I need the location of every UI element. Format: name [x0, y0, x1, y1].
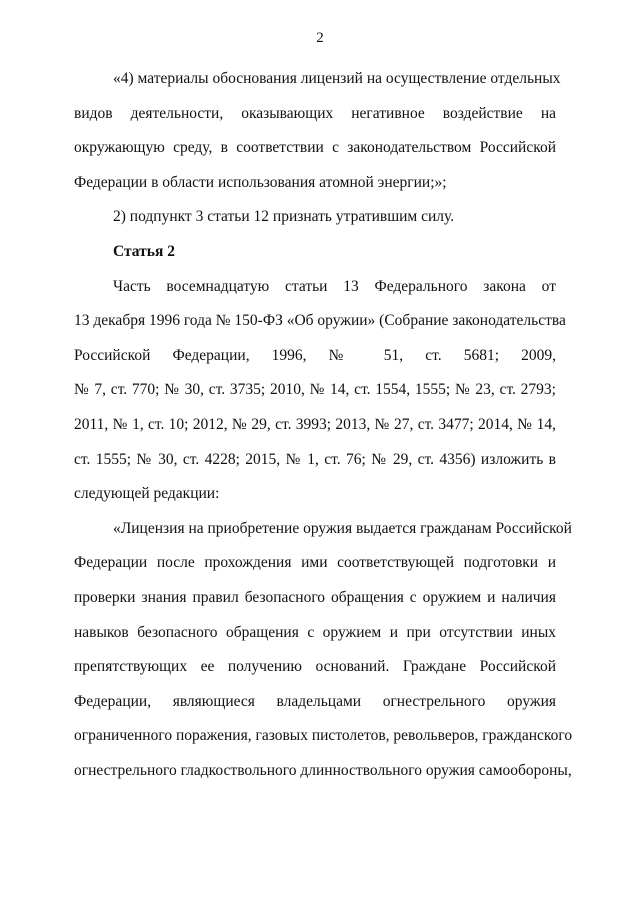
text-line: навыков безопасного обращения с оружием и при отсутствии иных	[74, 623, 556, 641]
text-line: Федерации, являющиеся владельцами огнестрельного оружия	[74, 692, 556, 710]
text-line: ст. 1555; № 30, ст. 4228; 2015, № 1, ст. 76; № 29, ст. 4356) изложить в	[74, 450, 556, 468]
text-line: «Лицензия на приобретение оружия выдается гражданам Российской	[113, 519, 572, 537]
text-line: препятствующих ее получению оснований. Граждане Российской	[74, 658, 556, 676]
article-heading: Статья 2	[113, 242, 175, 260]
text-line: № 7, ст. 770; № 30, ст. 3735; 2010, № 14, ст. 1554, 1555; № 23, ст. 2793;	[74, 381, 556, 399]
article-paragraph-license	[74, 512, 573, 789]
text-line: Российской Федерации, 1996, № 51, ст. 5681; 2009,	[74, 346, 556, 364]
text-line: 2) подпункт 3 статьи 12 признать утратившим силу.	[113, 208, 455, 226]
text-line: Федерации в области использования атомной энергии;»;	[74, 173, 447, 191]
page-number: 2	[316, 30, 324, 46]
text-line: следующей редакции:	[74, 485, 220, 503]
text-line: проверки знания правил безопасного обращения с оружием и наличия	[74, 588, 556, 606]
paragraph-item-4	[74, 62, 561, 200]
document-body	[74, 62, 573, 788]
text-line: окружающую среду, в соответствии с законодательством Российской	[74, 139, 556, 157]
paragraph-item-2	[74, 200, 556, 235]
text-line: Федерации после прохождения ими соответствующей подготовки и	[74, 554, 556, 572]
text-line: видов деятельности, оказывающих негативное воздействие на	[74, 104, 556, 122]
text-line: «4) материалы обоснования лицензий на осуществление отдельных	[113, 70, 561, 87]
text-line: 13 декабря 1996 года № 150-ФЗ «Об оружии» (Собрание законодательства	[74, 312, 566, 330]
article-paragraph-amendment	[74, 270, 566, 512]
text-line: огнестрельного гладкоствольного длинноствольного оружия самообороны,	[74, 761, 572, 779]
text-line: 2011, № 1, ст. 10; 2012, № 29, ст. 3993; 2013, № 27, ст. 3477; 2014, № 14,	[74, 415, 556, 433]
text-line: ограниченного поражения, газовых пистолетов, револьверов, гражданского	[74, 727, 573, 745]
text-line: Часть восемнадцатую статьи 13 Федерального закона от	[113, 277, 556, 295]
